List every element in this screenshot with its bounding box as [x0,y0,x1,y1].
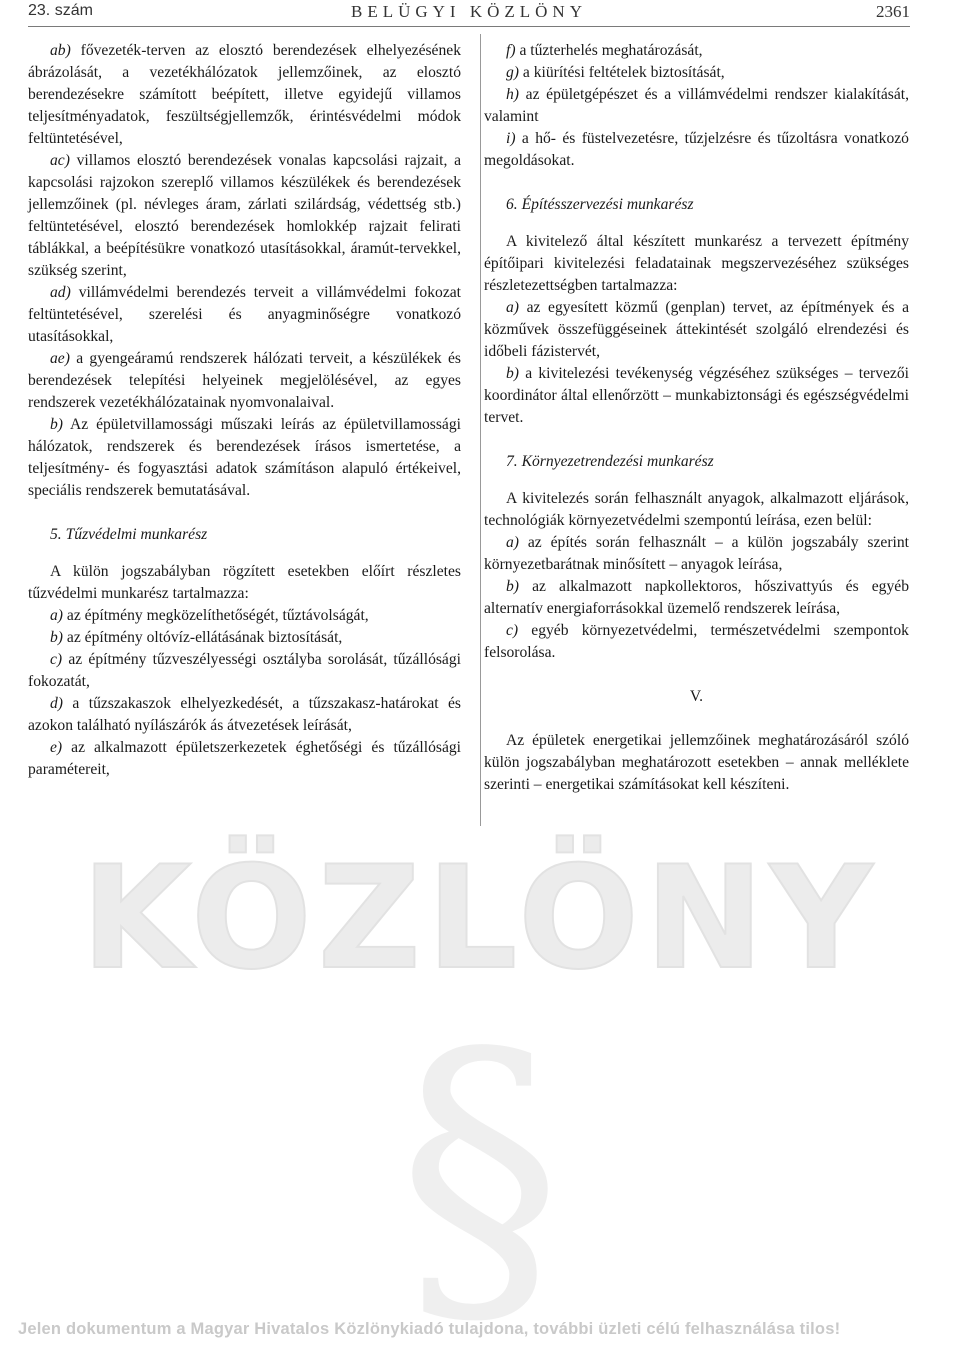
page-number: 2361 [876,2,910,21]
list-item: h) az épületgépészet és a villámvédelmi rendszer kialakítását, valamint [484,86,909,125]
list-item: a) az építés során felhasznált – a külön jogszabály szerint környezetbarátnak minősített – anyagok leírása, [484,534,909,573]
list-item: b) Az épületvillamossági műszaki leírás az épületvillamossági hálózatok, rendszerek és berendezések írásos ismertetése, a teljesítmény- és fogyasztási adatok számításon alapuló értékeivel, speciális rendszerek bemutatásával. [28,416,461,499]
list-item: i) a hő- és füstelvezetésre, tűzjelzésre és tűzoltásra vonatkozó megoldásokat. [484,130,909,169]
list-item: ab) fővezeték-terven az elosztó berendezések elhelyezésének ábrázolását, a vezetékhálózatok jellemzőinek, az elosztó berendezésekre számított beépített, illetve egyidejű villamos teljesítményadatok, feszültségjellemzők, érintésvédelmi módok feltüntetésével, [28,42,461,147]
list-item: b) az alkalmazott napkollektoros, hőszivattyús és egyéb alternatív energiaforrásokkal üzemelő rendszerek leírása, [484,578,909,617]
list-item: ad) villámvédelmi berendezés terveit a villámvédelmi fokozat feltüntetésével, szerelési és anyagminőségre vonatkozó utasításokkal, [28,284,461,345]
section-intro: A kivitelező által készített munkarész a tervezett építmény építőipari kivitelezési feladatainak megszervezéséhez szükséges részletezettségben tartalmazza: [484,233,909,294]
section-title-7: 7. Környezetrendezési munkarész [506,453,714,470]
section-intro: A külön jogszabályban rögzített esetekben előírt részletes tűzvédelmi munkarész tartalmazza: [28,563,461,602]
list-item: b) az építmény oltóvíz-ellátásának biztosítását, [50,629,343,646]
section-title-6: 6. Építésszervezési munkarész [506,196,694,213]
watermark-paragraph-sign: § [397,983,563,1367]
list-item: c) az építmény tűzveszélyességi osztályba sorolását, tűzállósági fokozatát, [28,651,461,690]
page-header [28,0,910,27]
right-column [484,40,909,796]
part-v-text: Az épületek energetikai jellemzőinek meghatározásáról szóló külön jogszabályban meghatározott esetekben – annak melléklete szerinti – energetikai számításokat kell készíteni. [484,732,909,793]
journal-title: BELÜGYI KÖZLÖNY [350,2,587,21]
list-item: c) egyéb környezetvédelmi, természetvédelmi szempontok felsorolása. [484,622,909,661]
section-title-5: 5. Tűzvédelmi munkarész [50,526,208,543]
part-heading-v: V. [689,688,704,705]
list-item: a) az egyesített közmű (genplan) tervet, az építmények és a közművek összefüggéseinek áttekintését szolgáló elrendezési és időbeli fázistervét, [484,299,909,360]
list-item: a) az építmény megközelíthetőségét, tűztávolságát, [50,607,369,624]
copyright-footer: Jelen dokumentum a Magyar Hivatalos Közlönykiadó tulajdona, további üzleti célú felhasználása tilos! [18,1320,841,1338]
section-intro: A kivitelezés során felhasznált anyagok, alkalmazott eljárások, technológiák környezetvédelmi szempontú leírása, ezen belül: [484,490,909,529]
list-item: g) a kiürítési feltételek biztosítását, [506,64,725,81]
list-item: ac) villamos elosztó berendezések vonalas kapcsolási rajzait, a kapcsolási rajzokon szereplő villamos készülékek és berendezések jellemzőinek (pl. névleges áram, zárlati szilárdság, védettség stb.) feltüntetésével, elosztó berendezések homlokkép rajzait felirati táblákkal, a beépítésükre vonatkozó utasításokkal, áramút-tervekkel, szükség szerint, [28,152,461,279]
column-divider [480,34,481,826]
list-item: ae) a gyengeáramú rendszerek hálózati terveit, a készülékek és berendezések telepítési helyeinek megjelölésével, az egyes rendszerek vezetékhálózatainak nyomvonalaival. [28,350,461,411]
list-item: d) a tűzszakaszok elhelyezkedését, a tűzszakasz-határokat és azokon található nyílászárók ás átvezetések leírását, [28,695,461,734]
left-column [28,40,461,781]
watermark-kozlony: KÖZLÖNY [81,836,879,1001]
list-item: f) a tűzterhelés meghatározását, [506,42,703,59]
list-item: e) az alkalmazott épületszerkezetek éghetőségi és tűzállósági paramétereit, [28,739,461,778]
issue-number: 23. szám [28,2,93,19]
list-item: b) a kivitelezési tevékenység végzéséhez szükséges – tervezői koordinátor által ellenőrzött – munkabiztonsági és egészségvédelmi tervet. [484,365,909,426]
